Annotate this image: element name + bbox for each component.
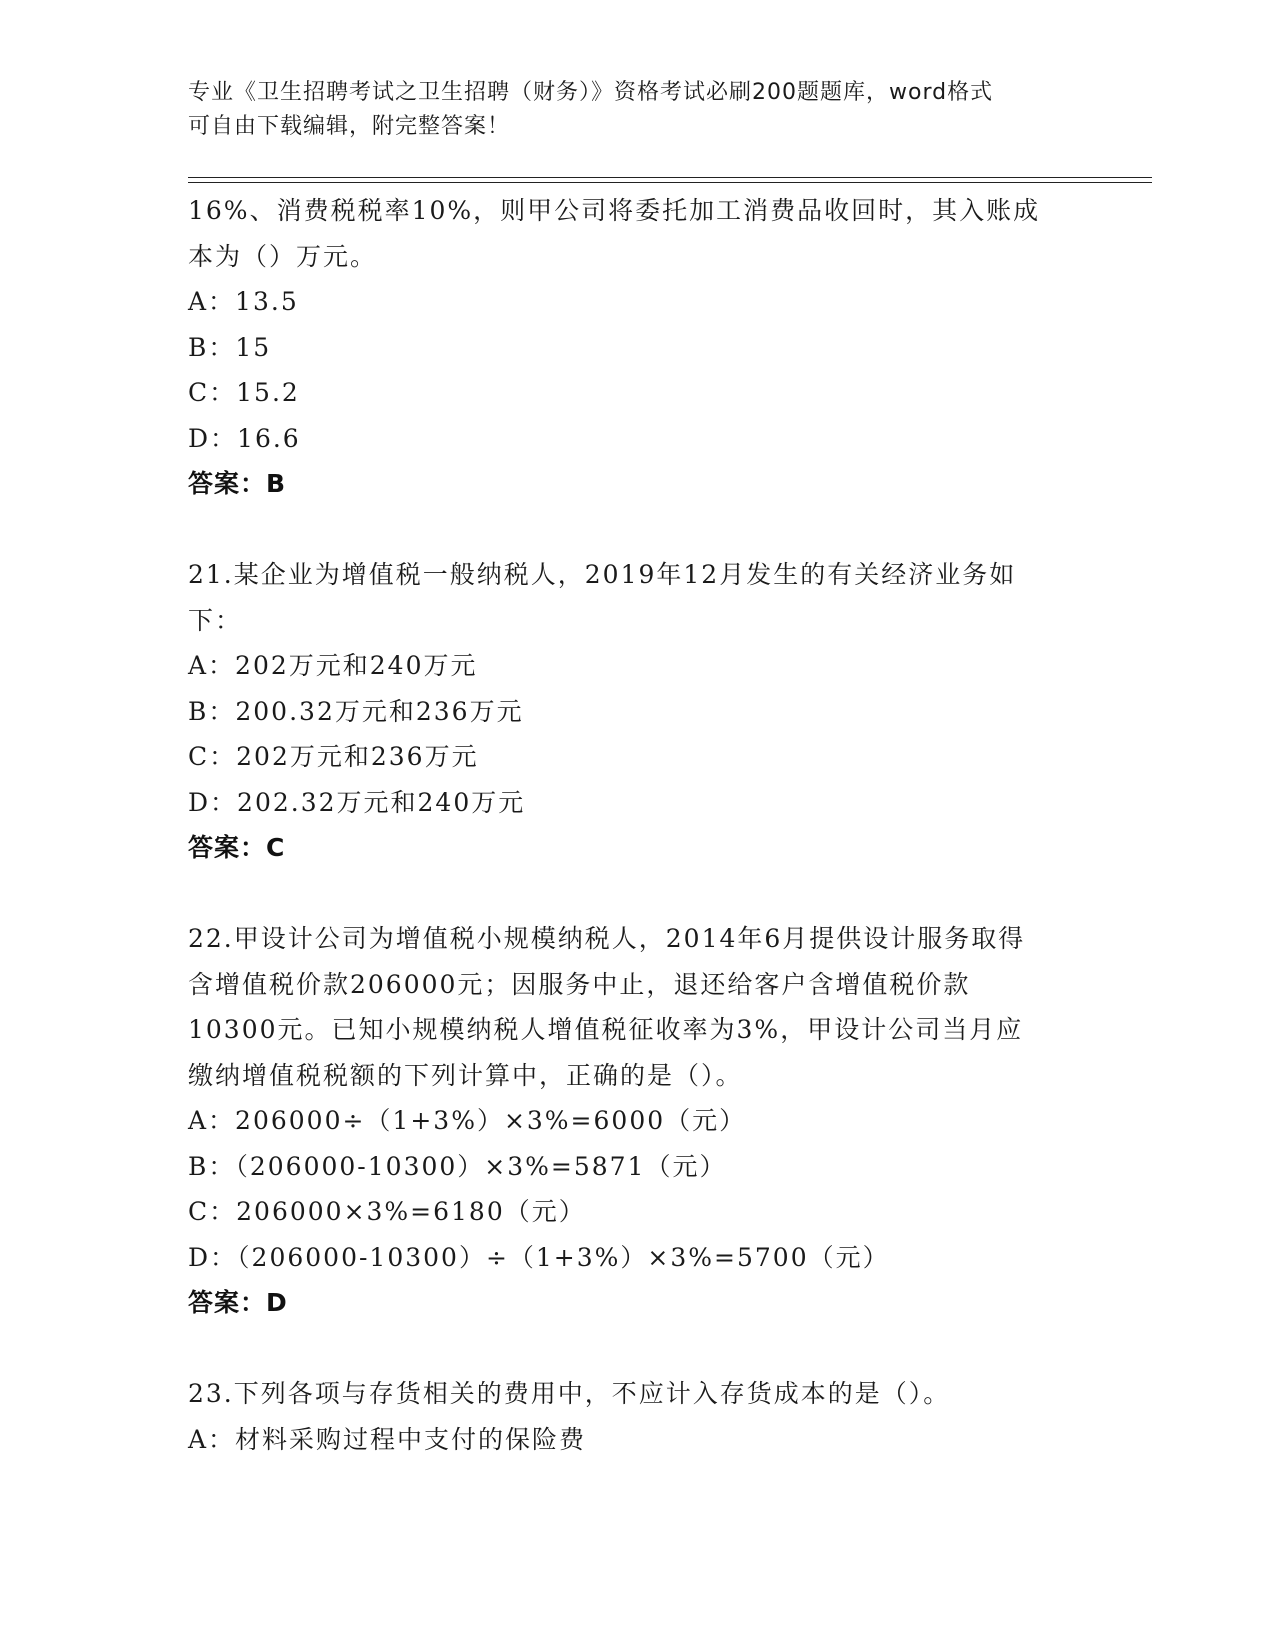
- answer-line: 答案：B: [188, 469, 287, 498]
- option-d: D：16.6: [188, 423, 301, 453]
- question-23: [188, 1371, 1088, 1462]
- question-22: [188, 916, 1088, 1326]
- answer-line: 答案：C: [188, 833, 286, 862]
- question-stem-line: 16%、消费税税率10%，则甲公司将委托加工消费品收回时，其入账成: [188, 196, 1041, 225]
- option-c: C：206000×3%=6180（元）: [188, 1197, 586, 1226]
- option-a: A：206000÷（1+3%）×3%=6000（元）: [188, 1106, 747, 1135]
- answer-line: 答案：D: [188, 1288, 288, 1317]
- question-content: [188, 188, 1088, 1462]
- option-d: D：202.32万元和240万元: [188, 787, 526, 817]
- question-stem-line: 含增值税价款206000元；因服务中止，退还给客户含增值税价款: [188, 969, 971, 999]
- document-header: [188, 76, 1068, 144]
- option-a: A：材料采购过程中支付的保险费: [188, 1424, 587, 1454]
- question-stem-line: 缴纳增值税税额的下列计算中，正确的是（）。: [188, 1060, 743, 1090]
- option-b: B：200.32万元和236万元: [188, 696, 524, 726]
- option-d: D：（206000-10300）÷（1+3%）×3%=5700（元）: [188, 1242, 890, 1272]
- option-a: A：13.5: [188, 287, 299, 316]
- header-divider-top: [188, 177, 1152, 178]
- question-stem-line: 23.下列各项与存货相关的费用中，不应计入存货成本的是（）。: [188, 1379, 951, 1408]
- question-stem-line: 21.某企业为增值税一般纳税人，2019年12月发生的有关经济业务如: [188, 560, 1017, 589]
- option-c: C：202万元和236万元: [188, 742, 479, 771]
- header-line-2: 可自由下载编辑，附完整答案！: [188, 114, 511, 139]
- header-line-1: 专业《卫生招聘考试之卫生招聘（财务）》资格考试必刷200题题库，word格式: [188, 80, 994, 105]
- option-b: B：15: [188, 332, 272, 362]
- option-a: A：202万元和240万元: [188, 651, 478, 680]
- question-stem-line: 下：: [188, 605, 243, 635]
- question-stem-line: 本为（）万元。: [188, 241, 378, 271]
- question-stem-line: 22.甲设计公司为增值税小规模纳税人，2014年6月提供设计服务取得: [188, 924, 1026, 953]
- option-c: C：15.2: [188, 378, 300, 407]
- option-b: B：（206000-10300）×3%=5871（元）: [188, 1151, 727, 1181]
- question-21: [188, 552, 1088, 871]
- question-stem-line: 10300元。已知小规模纳税人增值税征收率为3%，甲设计公司当月应: [188, 1015, 1024, 1044]
- question-20: [188, 188, 1088, 507]
- header-divider-bottom: [188, 182, 1152, 183]
